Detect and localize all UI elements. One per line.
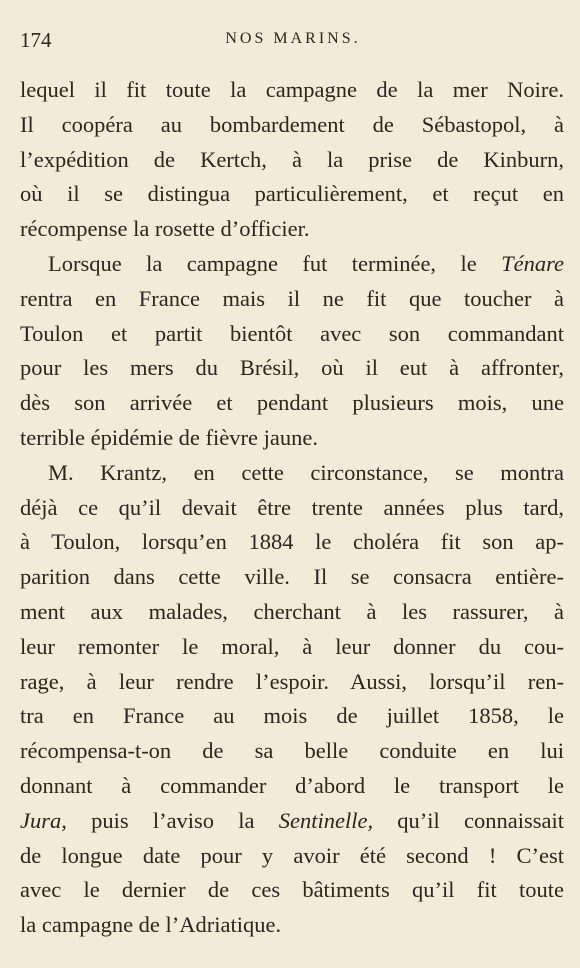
- text-line: [20, 317, 564, 352]
- text-segment: avec le dernier de ces bâtiments qu’il fit toute: [20, 877, 564, 903]
- text-line: [20, 386, 564, 421]
- text-segment: M. Krantz, en cette circonstance, se montra: [48, 459, 564, 485]
- text-line: [20, 560, 564, 595]
- text-segment: puis l’aviso la: [66, 807, 279, 833]
- text-segment: donnant à commander d’abord le transport le: [20, 772, 564, 798]
- text-segment: pour les mers du Brésil, où il eut à affronter,: [20, 355, 564, 381]
- text-line: [20, 108, 564, 143]
- text-segment: Toulon et partit bientôt avec son commandant: [20, 320, 564, 346]
- text-segment: déjà ce qu’il devait être trente années plus tard,: [20, 494, 564, 520]
- text-line: [20, 734, 564, 769]
- text-line: [20, 525, 564, 560]
- text-line: [20, 73, 564, 108]
- text-line: [20, 491, 564, 526]
- text-line: [20, 247, 564, 282]
- text-segment: rage, à leur rendre l’espoir. Aussi, lorsqu’il ren-: [20, 668, 564, 694]
- text-segment: terrible épidémie de fièvre jaune.: [20, 424, 318, 450]
- text-segment: leur remonter le moral, à leur donner du cou-: [20, 633, 564, 659]
- text-line: [20, 630, 564, 665]
- text-segment: récompensa-t-on de sa belle conduite en lui: [20, 738, 564, 764]
- text-line: [20, 804, 564, 839]
- text-segment: Lorsque la campagne fut terminée, le: [48, 250, 502, 276]
- text-line: [20, 873, 564, 908]
- text-line: [20, 177, 564, 212]
- text-segment: de longue date pour y avoir été second ! C’est: [20, 842, 564, 868]
- text-line: [20, 212, 564, 247]
- page-number: 174: [20, 28, 52, 52]
- text-segment: tra en France au mois de juillet 1858, le: [20, 703, 564, 729]
- page-header: [20, 28, 566, 52]
- text-line: [20, 143, 564, 178]
- text-segment: dès son arrivée et pendant plusieurs mois, une: [20, 390, 564, 416]
- text-segment: récompense la rosette d’officier.: [20, 216, 310, 242]
- text-line: [20, 351, 564, 386]
- text-segment: l’expédition de Kertch, à la prise de Kinburn,: [20, 146, 564, 172]
- text-segment: Il coopéra au bombardement de Sébastopol, à: [20, 111, 564, 137]
- text-line: [20, 839, 564, 874]
- text-line: [20, 421, 564, 456]
- body-text: [20, 73, 564, 943]
- text-line: [20, 665, 564, 700]
- text-segment: à Toulon, lorsqu’en 1884 le choléra fit son ap-: [20, 529, 564, 555]
- running-title: NOS MARINS.: [225, 30, 361, 47]
- text-line: [20, 908, 564, 943]
- text-line: [20, 595, 564, 630]
- italic-ship-name: Ténare: [501, 250, 564, 276]
- text-segment: parition dans cette ville. Il se consacra entière-: [20, 564, 564, 590]
- text-line: [20, 769, 564, 804]
- text-segment: lequel il fit toute la campagne de la mer Noire.: [20, 77, 564, 102]
- text-segment: ment aux malades, cherchant à les rassurer, à: [20, 598, 564, 624]
- text-line: [20, 699, 564, 734]
- text-line: [20, 282, 564, 317]
- italic-ship-name: Sentinelle,: [278, 807, 374, 833]
- text-line: [20, 456, 564, 491]
- text-segment: où il se distingua particulièrement, et reçut en: [20, 181, 564, 207]
- text-segment: la campagne de l’Adriatique.: [20, 912, 282, 938]
- text-segment: qu’il connaissait: [373, 807, 564, 833]
- italic-ship-name: Jura,: [20, 807, 67, 833]
- text-segment: rentra en France mais il ne fit que toucher à: [20, 285, 564, 311]
